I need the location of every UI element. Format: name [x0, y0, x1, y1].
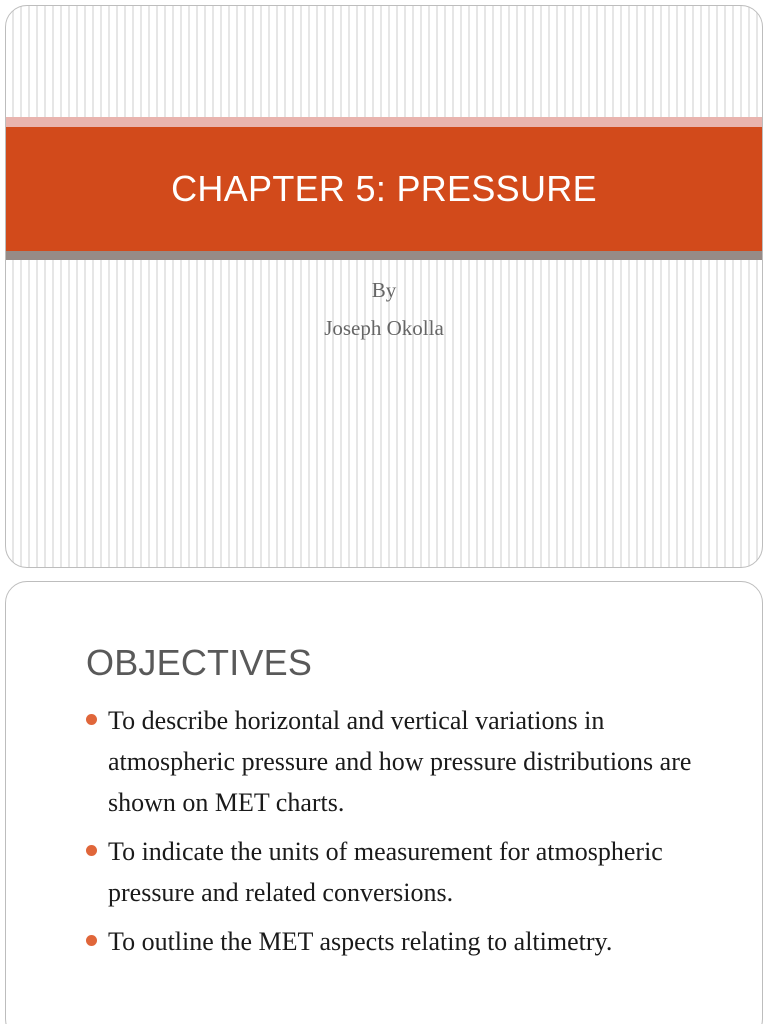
list-item	[86, 831, 726, 913]
title-slide	[5, 5, 763, 568]
bullet-dot-icon	[86, 714, 97, 725]
objectives-heading: OBJECTIVES	[86, 642, 313, 683]
author-name: Joseph Okolla	[324, 316, 444, 340]
title-band-bottom-stripe	[6, 251, 762, 260]
list-item	[86, 700, 726, 823]
list-item-text: To describe horizontal and vertical variations in atmospheric pressure and how pressure distributions are shown on MET charts.	[108, 706, 692, 817]
list-item-text: To outline the MET aspects relating to altimetry.	[108, 927, 613, 956]
bullet-dot-icon	[86, 845, 97, 856]
bullet-dot-icon	[86, 935, 97, 946]
byline-label: By	[371, 278, 397, 302]
list-item	[86, 921, 726, 962]
slide-title: CHAPTER 5: PRESSURE	[171, 168, 597, 209]
title-band-top-stripe	[6, 117, 762, 127]
objectives-slide	[5, 581, 763, 1024]
objectives-list	[86, 700, 726, 970]
list-item-text: To indicate the units of measurement for atmospheric pressure and related conversions.	[108, 837, 663, 907]
